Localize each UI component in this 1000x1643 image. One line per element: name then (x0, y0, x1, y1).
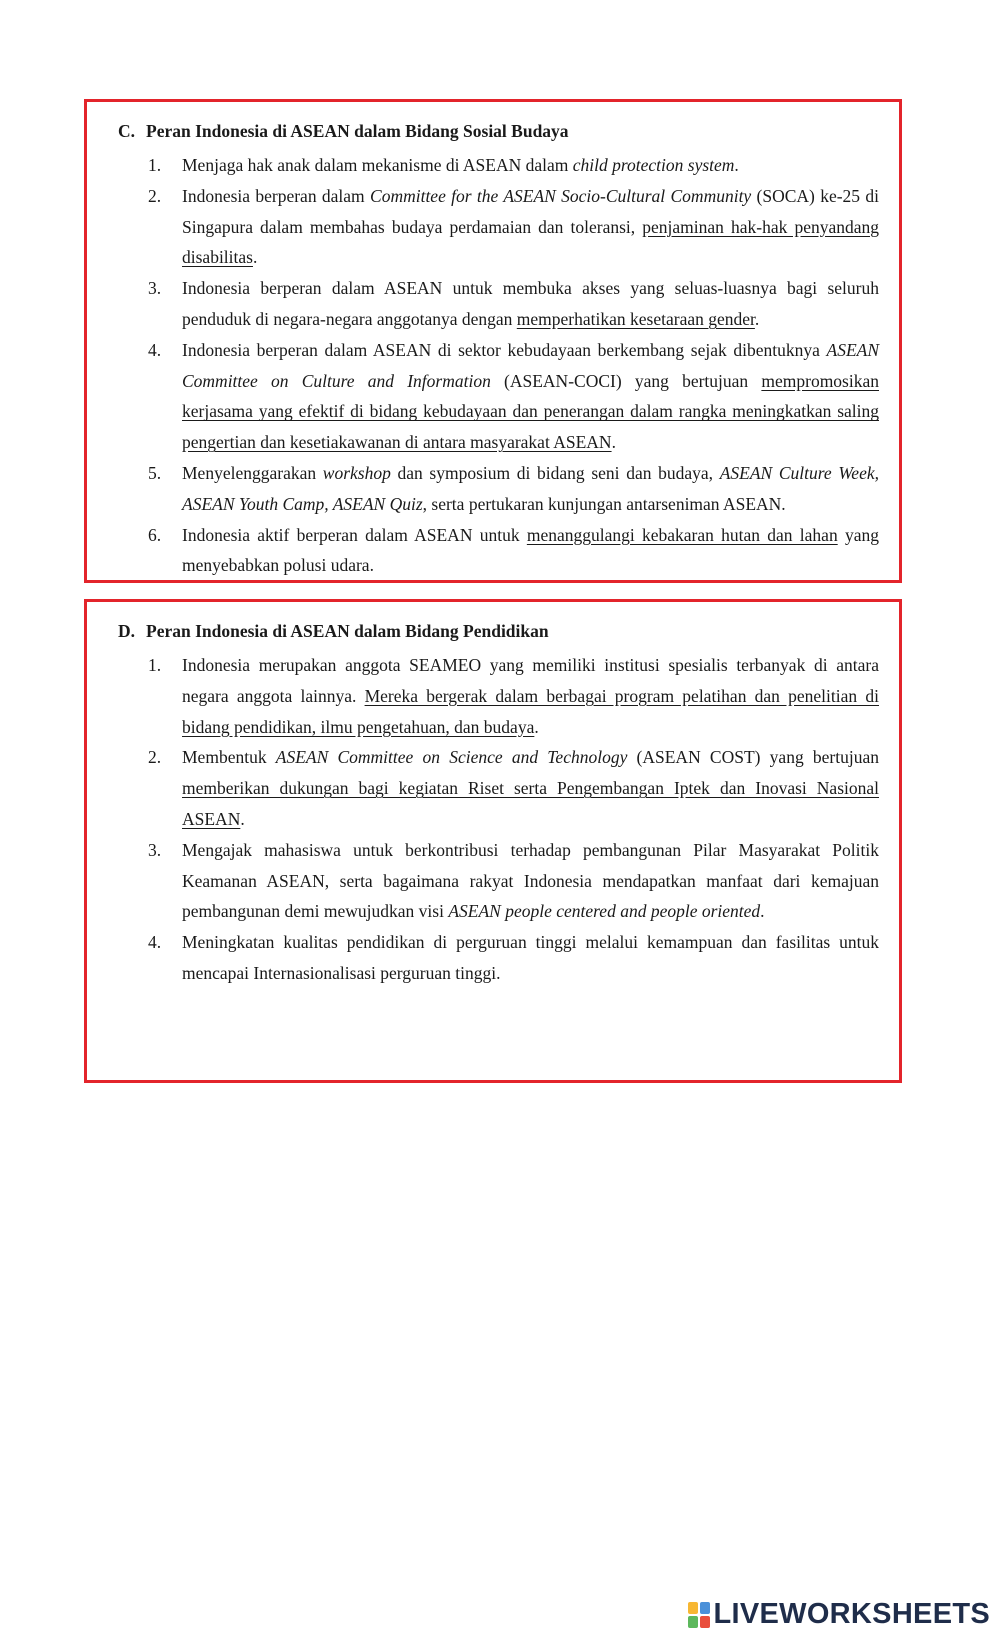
logo-square-icon (688, 1602, 698, 1614)
section-c-title (118, 120, 569, 142)
section-d-heading: Peran Indonesia di ASEAN dalam Bidang Pendidikan (146, 621, 549, 641)
list-item (118, 181, 879, 273)
item-text: Menjaga hak anak dalam mekanisme di ASEAN dalam child protection system. (182, 155, 739, 175)
logo-square-icon (700, 1616, 710, 1628)
item-number: 3. (148, 839, 162, 860)
liveworksheets-logo (688, 1598, 991, 1631)
list-item (118, 520, 879, 582)
list-item (118, 458, 879, 520)
list-item (118, 927, 879, 989)
item-text: Indonesia berperan dalam Committee for the ASEAN Socio-Cultural Community (SOCA) ke-25 di Singapura dalam membahas budaya perdamaian dan toleransi, penjaminan hak-hak penyandang disabilitas. (182, 185, 880, 268)
section-c-list (118, 150, 879, 581)
item-text: Indonesia merupakan anggota SEAMEO yang memiliki institusi spesialis terbanyak di antara negara anggota lainnya. Mereka bergerak dalam berbagai program pelatihan dan penelitian di bidang pendidikan, ilmu pengetahuan, dan budaya. (182, 655, 879, 737)
logo-text: LIVEWORKSHEETS (713, 1598, 990, 1630)
item-number: 1. (148, 155, 162, 175)
item-text: Meningkatan kualitas pendidikan di perguruan tinggi melalui kemampuan dan fasilitas untuk mencapai Internasionalisasi perguruan tinggi. (182, 932, 879, 983)
list-item (118, 835, 879, 927)
list-item (118, 742, 879, 834)
section-c-letter: C. (118, 121, 136, 141)
item-number: 3. (148, 278, 162, 299)
item-number: 6. (148, 524, 162, 545)
section-d-box (84, 599, 902, 1083)
item-number: 2. (148, 185, 162, 206)
item-text: Membentuk ASEAN Committee on Science and Technology (ASEAN COST) yang bertujuan memberikan dukungan bagi kegiatan Riset serta Pengembangan Iptek dan Inovasi Nasional ASEAN. (182, 747, 879, 829)
item-number: 5. (148, 462, 162, 483)
section-d-list (118, 650, 879, 989)
section-d-letter: D. (118, 621, 136, 641)
section-c-box (84, 99, 902, 583)
item-text: Mengajak mahasiswa untuk berkontribusi terhadap pembangunan Pilar Masyarakat Politik Keamanan ASEAN, serta bagaimana rakyat Indonesia mendapatkan manfaat dari kemajuan pembangunan demi mewujudkan visi ASEAN people centered and people oriented. (182, 839, 879, 922)
logo-mark-icon (688, 1602, 710, 1628)
list-item (118, 150, 879, 181)
list-item (118, 273, 879, 335)
item-text: Indonesia berperan dalam ASEAN untuk membuka akses yang seluas-luasnya bagi seluruh penduduk di negara-negara anggotanya dengan memperhatikan kesetaraan gender. (182, 278, 879, 329)
item-text: Indonesia aktif berperan dalam ASEAN untuk menanggulangi kebakaran hutan dan lahan yang menyebabkan polusi udara. (182, 524, 879, 576)
section-d-title (118, 620, 549, 642)
item-number: 1. (148, 655, 162, 675)
list-item (118, 335, 879, 458)
item-text: Indonesia berperan dalam ASEAN di sektor kebudayaan berkembang sejak dibentuknya ASEAN Committee on Culture and Information (ASEAN-COCI) yang bertujuan mempromosikan kerjasama yang efektif di bidang kebudayaan dan penerangan dalam rangka meningkatkan saling pengertian dan kesetiakawanan di antara masyarakat ASEAN. (182, 339, 879, 453)
item-number: 4. (148, 932, 162, 953)
item-number: 2. (148, 747, 162, 768)
item-number: 4. (148, 339, 162, 360)
list-item (118, 650, 879, 742)
section-c-heading: Peran Indonesia di ASEAN dalam Bidang Sosial Budaya (146, 121, 569, 141)
item-text: Menyelenggarakan workshop dan symposium di bidang seni dan budaya, ASEAN Culture Week, ASEAN Youth Camp, ASEAN Quiz, serta pertukaran kunjungan antarseniman ASEAN. (182, 462, 879, 514)
logo-square-icon (688, 1616, 698, 1628)
logo-square-icon (700, 1602, 710, 1614)
